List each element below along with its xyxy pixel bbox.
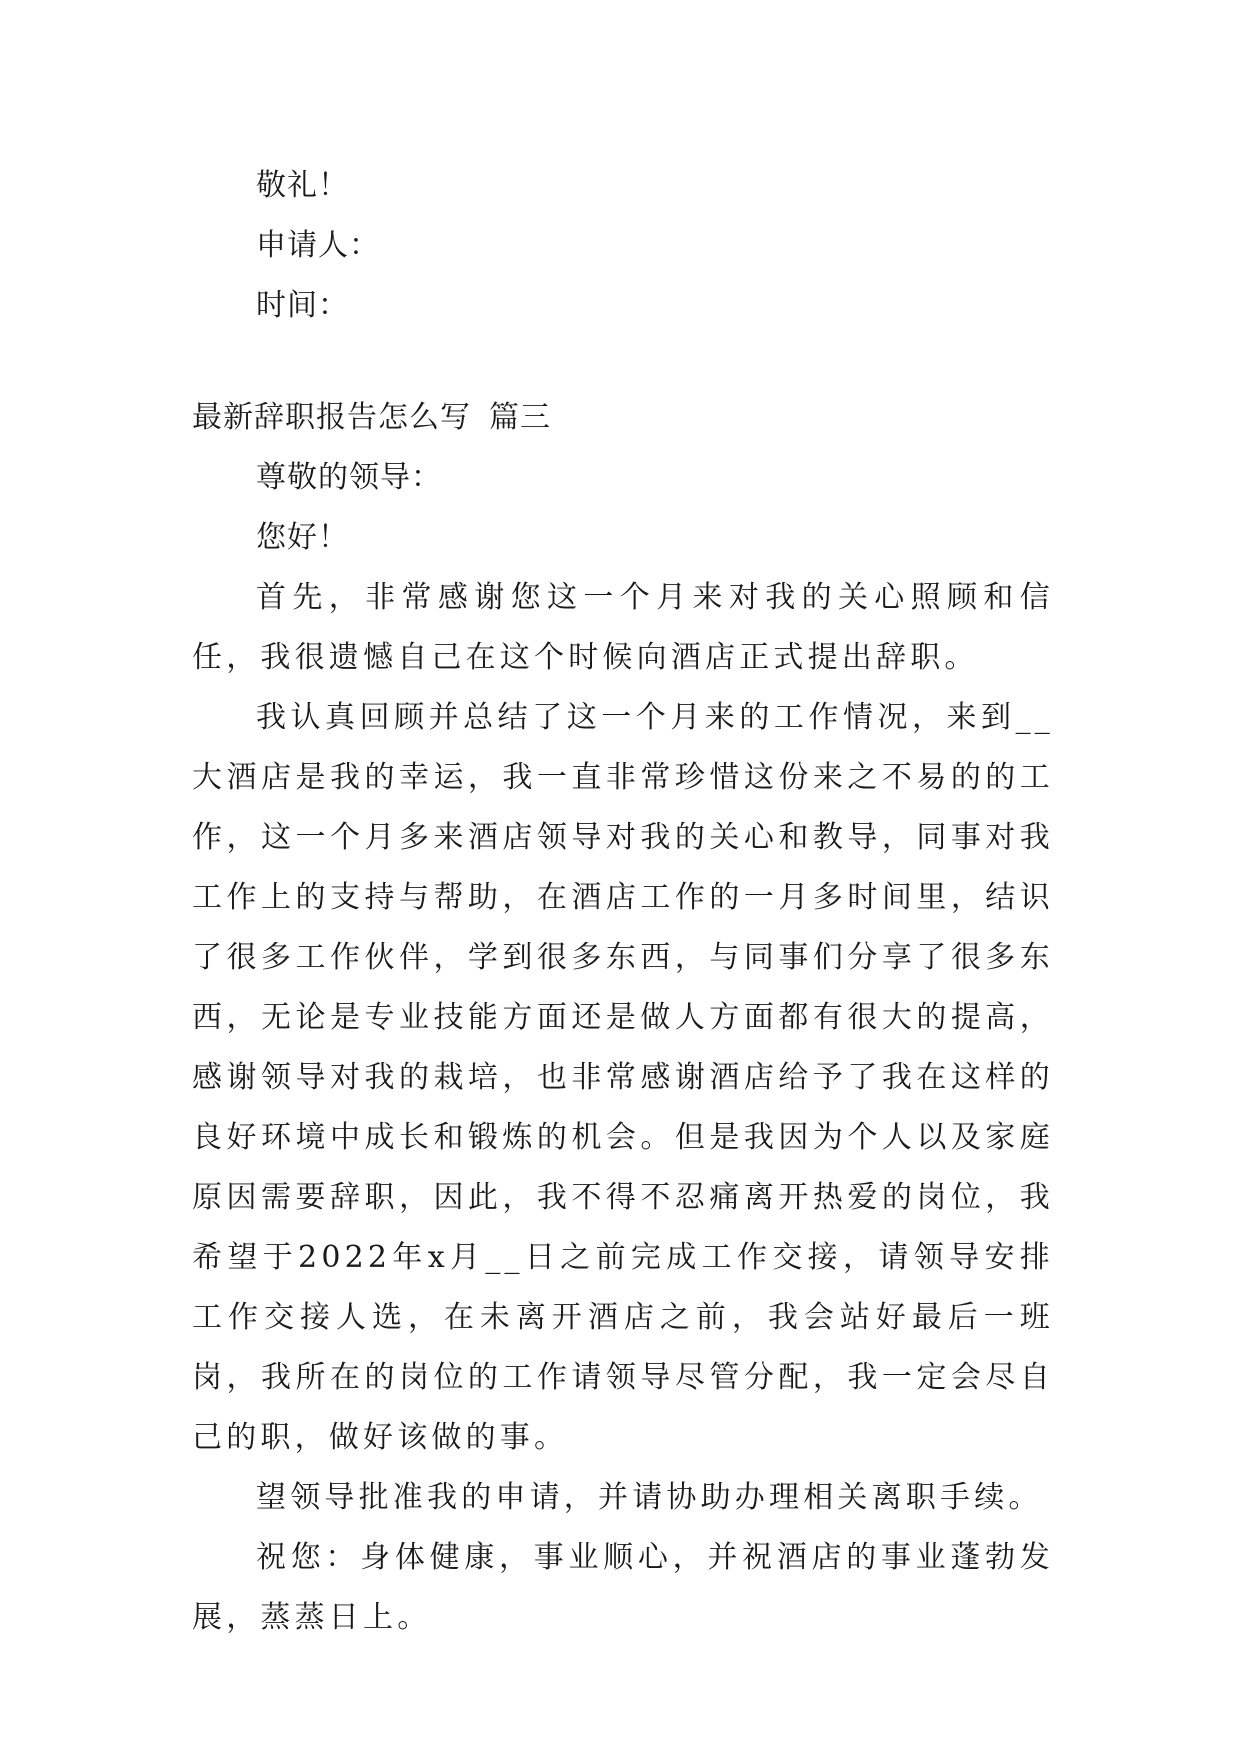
addressee-line: 尊敬的领导： xyxy=(256,460,442,495)
paragraph-request: 望领导批准我的申请，并请协助办理相关离职手续。 xyxy=(256,1480,1043,1515)
paragraph-thanks: 首先，非常感谢您这一个月来对我的关心照顾和信任，我很遗憾自己在这个时候向酒店正式提出辞职。 xyxy=(192,580,1054,675)
paragraph-wishes: 祝您：身体健康，事业顺心，并祝酒店的事业蓬勃发展，蒸蒸日上。 xyxy=(192,1540,1054,1635)
salute-line: 敬礼！ xyxy=(256,168,349,203)
section-title: 最新辞职报告怎么写 xyxy=(192,400,471,435)
applicant-line: 申请人： xyxy=(256,228,380,263)
letter-body xyxy=(192,448,1054,1648)
paragraph-review: 我认真回顾并总结了这一个月来的工作情况，来到__大酒店是我的幸运，我一直非常珍惜这份来之不易的的工作，这一个月多来酒店领导对我的关心和教导，同事对我工作上的支持与帮助，在酒店工作的一月多时间里，结识了很多工作伙伴，学到很多东西，与同事们分享了很多东西，无论是专业技能方面还是做人方面都有很大的提高，感谢领导对我的栽培，也非常感谢酒店给予了我在这样的良好环境中成长和锻炼的机会。但是我因为个人以及家庭原因需要辞职，因此，我不得不忍痛离开热爱的岗位，我希望于2022年x月__日之前完成工作交接，请领导安排工作交接人选，在未离开酒店之前，我会站好最后一班岗，我所在的岗位的工作请领导尽管分配，我一定会尽自己的职，做好该做的事。 xyxy=(192,700,1054,1455)
section-heading xyxy=(192,388,551,448)
time-line: 时间： xyxy=(256,288,349,323)
greeting-line: 您好！ xyxy=(256,520,349,555)
previous-letter-closing xyxy=(192,156,1054,336)
section-part: 篇三 xyxy=(489,400,551,435)
